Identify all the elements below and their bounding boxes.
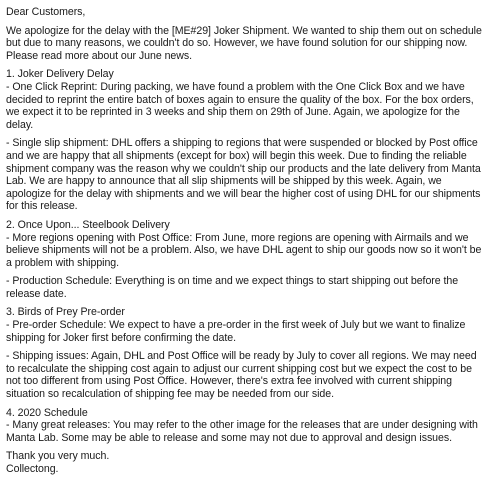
section-item-production-schedule: - Production Schedule: Everything is on time and we expect things to start shipping out before the release date. xyxy=(6,275,459,300)
signature: Collectong. xyxy=(6,463,59,475)
section-heading-birds-of-prey: 3. Birds of Prey Pre-order xyxy=(6,306,125,319)
section-item-single-slip-shipment: - Single slip shipment: DHL offers a shipping to regions that were suspended or blocked by Post office and we are happy that all shipments (except for box) will begin this week. Due to finding the reliable shipment company was the reason why we couldn't ship our products and the late delivery from Manta Lab. We are happy to announce that all slip shipments will be shipped by this week. Again, we apologize for the delay with shipments and we will bear the higher cost of using DHL for our shipments for this release. xyxy=(6,137,481,213)
closing-line: Thank you very much. xyxy=(6,450,110,463)
section-item-great-releases: - Many great releases: You may refer to the other image for the releases that are under designing with Manta Lab. Some may be able to release and some may not due to approval and design issues. xyxy=(6,419,478,444)
section-heading-joker: 1. Joker Delivery Delay xyxy=(6,68,114,81)
section-item-shipping-issues: - Shipping issues: Again, DHL and Post Office will be ready by July to cover all regions. We may need to recalculate the shipping cost again to adjust our current shipping cost but we expect the cost to be not too different from using Post Office. However, there's extra fee involved with current shipping situation so recalculation of shipping fee may be needed from our side. xyxy=(6,350,477,401)
greeting: Dear Customers, xyxy=(6,6,86,18)
section-item-more-regions: - More regions opening with Post Office: From June, more regions are opening with Airmails and we believe shipments will not be a problem. Also, we have DHL agent to ship our goods now so it won't be a problem with shipping. xyxy=(6,231,482,269)
section-heading-2020-schedule: 4. 2020 Schedule xyxy=(6,406,88,419)
section-item-one-click-reprint: - One Click Reprint: During packing, we have found a problem with the One Click Box and we have decided to reprint the entire batch of boxes again to ensure the quality of the box. For the box orders, we expect it to be reprinted in 3 weeks and ship them on 29th of June. Again, we apologize for the delay. xyxy=(6,80,474,131)
intro-paragraph: We apologize for the delay with the [ME#29] Joker Shipment. We wanted to ship them out on schedule but due to many reasons, we couldn't do so. However, we have found solution for our shipping now. Please read more about our June news. xyxy=(6,24,482,62)
section-item-preorder-schedule: - Pre-order Schedule: We expect to have a pre-order in the first week of July but we want to finalize shipping for Joker first before confirming the date. xyxy=(6,319,466,344)
section-heading-steelbook: 2. Once Upon... Steelbook Delivery xyxy=(6,218,170,231)
